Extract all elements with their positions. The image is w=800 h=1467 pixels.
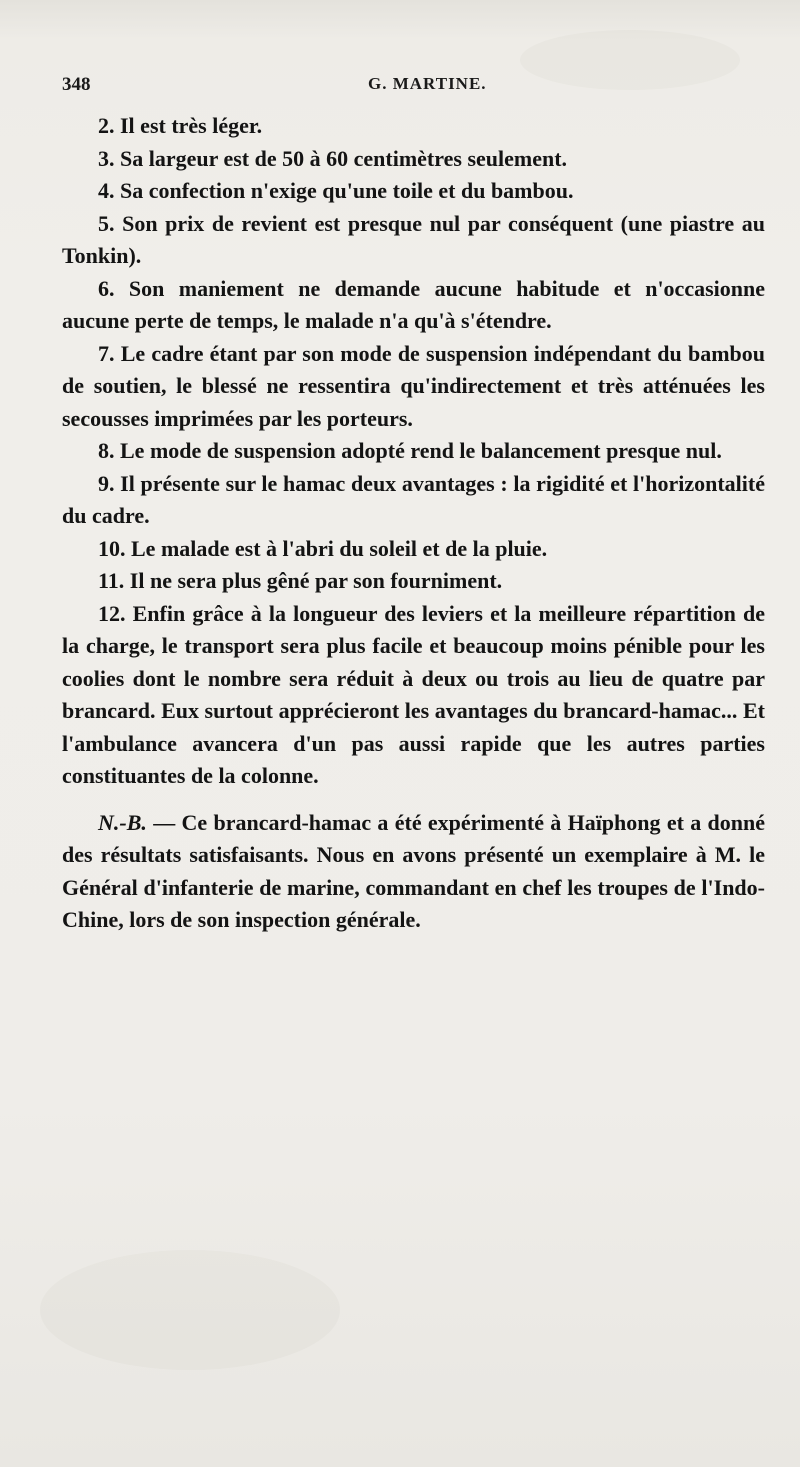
running-head: G. MARTINE.	[368, 74, 487, 93]
list-item: 8. Le mode de suspension adopté rend le balancement presque nul.	[98, 438, 722, 463]
note-text: — Ce brancard-hamac a été expérimenté à Haïphong et a donné des résultats satisfaisants. Nous en avons présenté un exemplaire à M. le Général d'infanterie de marine, commandant en chef les troupes de l'Indo-Chine, lors de son inspection générale.	[62, 809, 765, 932]
list-item: 7. Le cadre étant par son mode de suspension indépendant du bambou de soutien, le blessé ne ressentira qu'indirectement et très atténuées les secousses imprimées par les porteurs.	[62, 340, 765, 431]
list-item: 12. Enfin grâce à la longueur des leviers et la meilleure répartition de la charge, le transport sera plus facile et beaucoup moins pénible pour les coolies dont le nombre sera réduit à deux ou trois au lieu de quatre par brancard. Eux surtout apprécieront les avantages du brancard-hamac... Et l'ambulance avancera d'un pas aussi rapide que les autres parties constituantes de la colonne.	[62, 600, 765, 788]
list-item: 11. Il ne sera plus gêné par son fourniment.	[98, 568, 503, 593]
note-paragraph	[62, 807, 765, 937]
list-item: 10. Le malade est à l'abri du soleil et de la pluie.	[98, 535, 548, 561]
note-label: N.-B.	[98, 809, 147, 835]
page-number: 348	[62, 74, 91, 95]
list-item: 5. Son prix de revient est presque nul par conséquent (une piastre au Tonkin).	[62, 210, 765, 268]
list-item: 3. Sa largeur est de 50 à 60 centimètres seulement.	[98, 145, 568, 171]
paper-stain	[40, 1250, 340, 1370]
list-item: 2. Il est très léger.	[98, 113, 263, 138]
list-item: 9. Il présente sur le hamac deux avantages : la rigidité et l'horizontalité du cadre.	[62, 470, 765, 528]
page-header	[62, 74, 762, 104]
list-item: 6. Son maniement ne demande aucune habitude et n'occasionne aucune perte de temps, le malade n'a qu'à s'étendre.	[62, 275, 765, 333]
list-item: 4. Sa confection n'exige qu'une toile et du bambou.	[98, 178, 574, 203]
body-text	[62, 110, 765, 937]
